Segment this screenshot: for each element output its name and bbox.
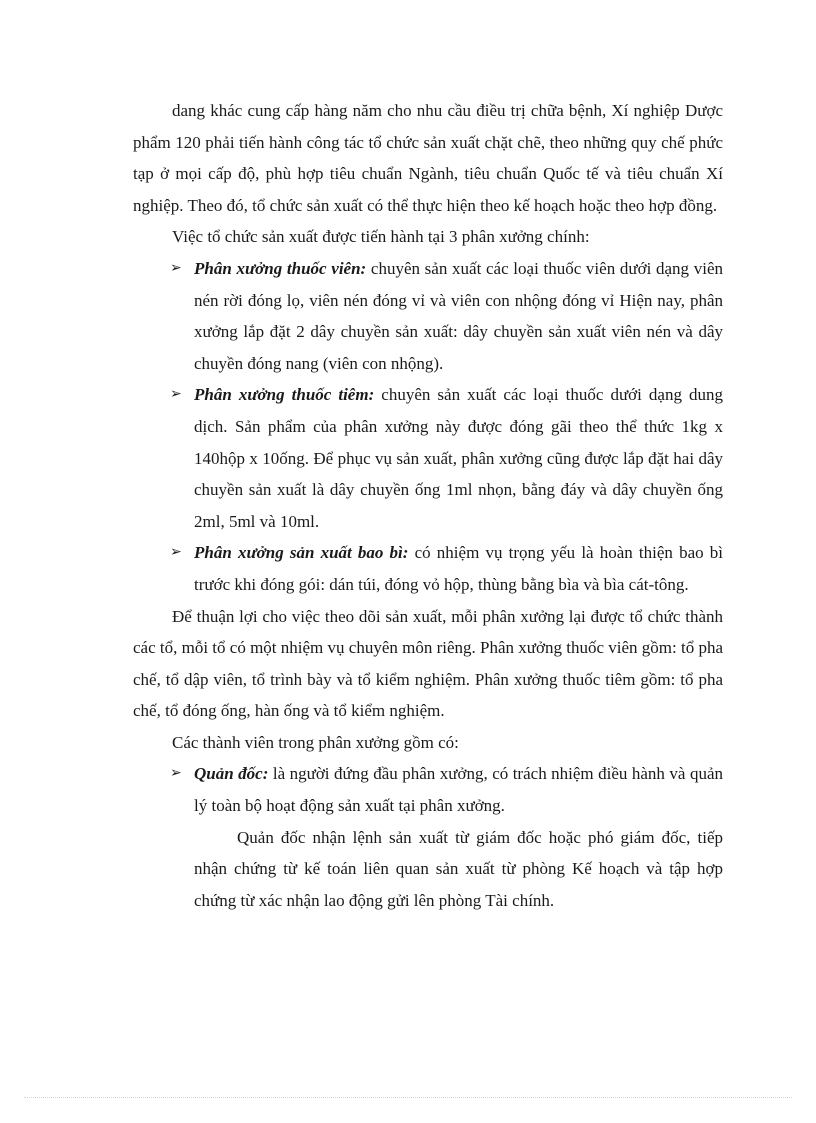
arrow-bullet-icon: ➢ [170,260,182,276]
document-body [133,95,723,916]
list-item-workshop-packaging [133,537,723,600]
paragraph-intro: dang khác cung cấp hàng năm cho nhu cầu điều trị chữa bệnh, Xí nghiệp Dược phẩm 120 phải tiến hành công tác tổ chức sản xuất chặt chẽ, theo những quy chế phức tạp ở mọi cấp độ, phù hợp tiêu chuẩn Ngành, tiêu chuẩn Quốc tế và tiêu chuẩn Xí nghiệp. Theo đó, tổ chức sản xuất có thể thực hiện theo kế hoạch hoặc theo hợp đồng. [133,101,723,215]
arrow-bullet-icon: ➢ [170,545,182,561]
paragraph-manager-duties: Quản đốc nhận lệnh sản xuất từ giám đốc hoặc phó giám đốc, tiếp nhận chứng từ kế toán liên quan sản xuất từ phòng Kế hoạch và tập hợp chứng từ xác nhận lao động gửi lên phòng Tài chính. [194,827,723,910]
paragraph-members-intro: Các thành viên trong phân xưởng gồm có: [172,732,459,752]
list-item-text: là người đứng đầu phân xưởng, có trách nhiệm điều hành và quản lý toàn bộ hoạt động sản xuất tại phân xưởng. [194,764,723,816]
list-item-workshop-injections [133,379,723,537]
list-item-term: Quản đốc: [194,764,269,784]
list-item-text: có nhiệm vụ trọng yếu là hoàn thiện bao bì trước khi đóng gói: dán túi, đóng vỏ hộp, thùng bằng bìa và bìa cát-tông. [194,543,723,594]
list-item-term: Phân xưởng thuốc tiêm: [194,385,375,405]
paragraph-teams: Để thuận lợi cho việc theo dõi sản xuất, mỗi phân xưởng lại được tổ chức thành các tổ, mỗi tổ có một nhiệm vụ chuyên môn riêng. Phân xưởng thuốc viên gồm: tổ pha chế, tổ dập viên, tổ trình bày và tổ kiểm nghiệm. Phân xưởng thuốc tiêm gồm: tổ pha chế, tổ đóng ống, hàn ống và tổ kiểm nghiệm. [133,606,723,721]
list-item-text: chuyên sản xuất các loại thuốc dưới dạng dung dịch. Sản phẩm của phân xưởng này được đóng gãi theo thể thức 1kg x 140hộp x 10ống. Để phục vụ sản xuất, phân xưởng cũng được lắp đặt hai dây chuyền sản xuất là dây chuyền ống 1ml nhọn, bằng đáy và dây chuyền ống 2ml, 5ml và 10ml. [194,385,723,531]
list-item-workshop-tablets [133,253,723,379]
page-divider [24,1097,792,1098]
list-item-term: Phân xưởng thuốc viên: [194,258,367,278]
paragraph-workshops-intro: Việc tổ chức sản xuất được tiến hành tại 3 phân xưởng chính: [172,227,590,247]
list-item-text: chuyên sản xuất các loại thuốc viên dưới dạng viên nén rời đóng lọ, viên nén đóng vỉ và viên con nhộng đóng vỉ Hiện nay, phân xưởng lắp đặt 2 dây chuyền sản xuất: dây chuyền sản xuất viên nén và dây chuyền đóng nang (viên con nhộng). [194,258,723,373]
arrow-bullet-icon: ➢ [170,387,182,403]
list-item-member-manager [133,758,723,821]
list-item-term: Phân xưởng sản xuất bao bì: [194,543,409,563]
arrow-bullet-icon: ➢ [170,766,182,782]
